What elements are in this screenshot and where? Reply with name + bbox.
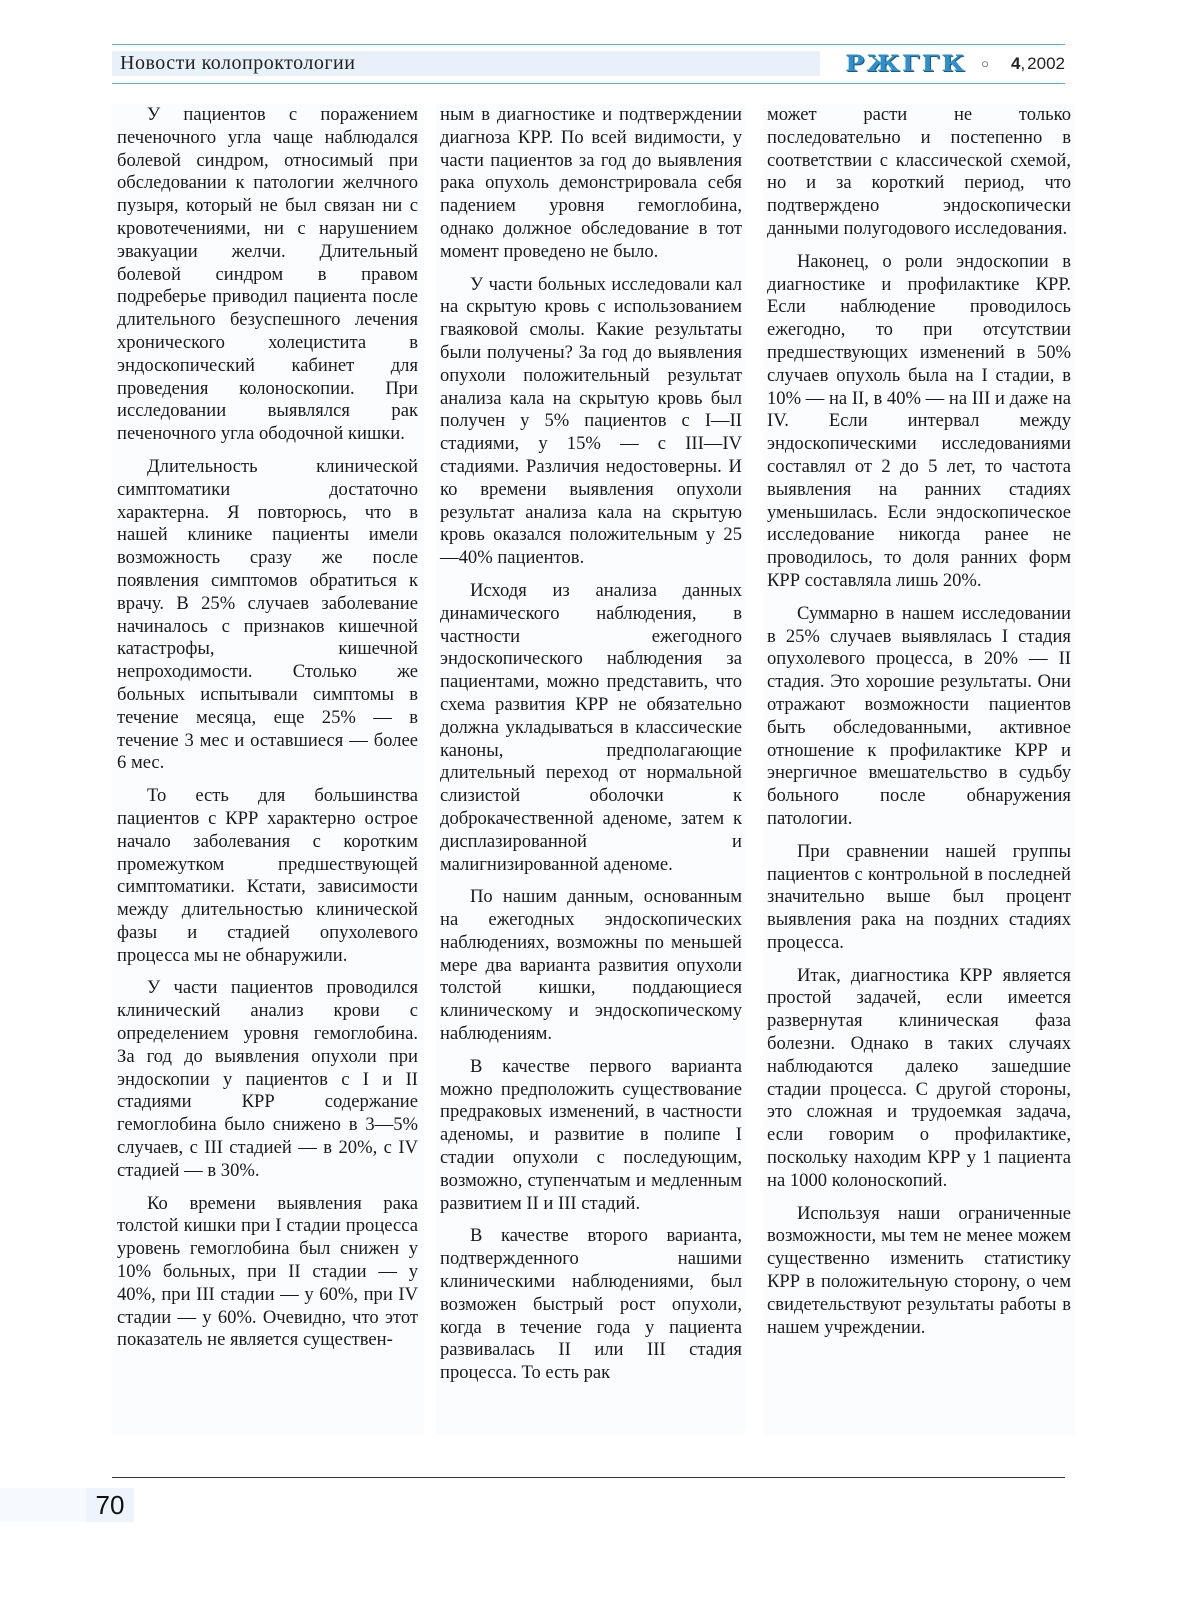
text-column-1 <box>111 104 424 1434</box>
paragraph: Итак, диагностика КРР является простой задачей, если имеется развернутая клиническая фаза болезни. Однако в таких случаях наблюдаются далеко зашедшие стадии процесса. С другой стороны, это сложная и трудоемкая задача, если говорим о профилактике, поскольку находим КРР у 1 пациента на 1000 колоноскопий. <box>767 964 1071 1191</box>
issue-separator: , <box>1020 53 1026 73</box>
issue-number: 4 <box>1010 53 1021 73</box>
paragraph: ным в диагностике и подтверждении диагноза КРР. По всей видимости, у части пациентов за год до выявления рака опухоль демонстрировала себя падением уровня гемоглобина, однако должное обследование в тот момент проведено не было. <box>440 104 742 262</box>
paragraph: может расти не только последовательно и постепенно в соответствии с классической схемой, но и за короткий период, что подтверждено эндоскопически данными полугодового исследования. <box>767 104 1071 239</box>
paragraph: Исходя из анализа данных динамического наблюдения, в частности ежегодного эндоскопического наблюдения за пациентами, можно представить, что схема развития КРР не обязательно должна укладываться в классические каноны, предполагающие длительный переход от нормальной слизистой оболочки к доброкачественной аденоме, затем к дисплазированной и малигнизированной аденоме. <box>440 579 742 875</box>
page-header <box>112 44 1065 84</box>
paragraph: При сравнении нашей группы пациентов с контрольной в последней значительно выше был процент выявления рака на поздних стадиях процесса. <box>767 840 1071 953</box>
paragraph: В качестве второго варианта, подтвержденного нашими клиническими наблюдениями, был возможен быстрый рост опухоли, когда в течение года у пациента развивалась II или III стадия процесса. То есть рак <box>440 1225 742 1384</box>
paragraph: В качестве первого варианта можно предположить существование предраковых изменений, в частности аденомы, и развитие в полипе I стадии опухоли с последующим, возможно, ступенчатым и медленным развитием II и III стадий. <box>440 1055 742 1214</box>
page-number-strip <box>0 1488 86 1522</box>
paragraph: У части больных исследовали кал на скрытую кровь с использованием гваяковой смолы. Какие результаты были получены? За год до выявления опухоли положительный результат анализа кала на скрытую кровь был получен у 5% пациентов с I—II стадиями, у 15% — с III—IV стадиями. Различия недостоверны. И ко времени выявления опухоли результат анализа кала на скрытую кровь оказался положительным у 25—40% пациентов. <box>440 273 742 569</box>
paragraph: Наконец, о роли эндоскопии в диагностике и профилактике КРР. Если наблюдение проводилось ежегодно, то при отсутствии предшествующих изменений в 50% случаев опухоль была на I стадии, в 10% — на II, в 40% — на III и даже на IV. Если интервал между эндоскопическими исследованиями составлял от 2 до 5 лет, то частота выявления на ранних стадиях уменьшилась. Если эндоскопическое исследование никогда ранее не проводилось, то доля ранних форм КРР составляла лишь 20%. <box>767 250 1072 591</box>
journal-logo: РЖГГК <box>845 50 968 77</box>
section-title: Новости колопроктологии <box>112 51 820 76</box>
paragraph: Длительность клинической симптоматики достаточно характерна. Я повторюсь, что в нашей клинике пациенты имели возможность сразу же после появления симптомов обратиться к врачу. В 25% случаев заболевание начиналось с признаков кишечной катастрофы, кишечной непроходимости. Столько же больных испытывали симптомы в течение месяца, еще 25% — в течение 3 мес и оставшиеся — более 6 мес. <box>117 455 418 774</box>
paragraph: У пациентов с поражением печеночного угла чаще наблюдался болевой синдром, относимый при обследовании к патологии желчного пузыря, который не был связан ни с кровотечениями, ни с нарушением эвакуации желчи. Длительный болевой синдром в правом подреберье приводил пациента после длительного безуспешного лечения хронического холецистита в эндоскопический кабинет для проведения колоноскопии. При исследовании выявлялся рак печеночного угла ободочной кишки. <box>117 104 418 445</box>
paragraph: Используя наши ограниченные возможности, мы тем не менее можем существенно изменить статистику КРР в положительную сторону, о чем свидетельствуют результаты работы в нашем учреждении. <box>767 1202 1071 1338</box>
issue-year: 2002 <box>1027 53 1065 73</box>
paragraph: У части пациентов проводился клинический анализ крови с определением уровня гемоглобина. За год до выявления опухоли при эндоскопии у пациентов с I и II стадиями КРР содержание гемоглобина было снижено в 3—5% случаев, с III стадией — в 20%, с IV стадией — в 30%. <box>117 977 418 1181</box>
paragraph: То есть для большинства пациентов с КРР характерно острое начало заболевания с коротким промежутком предшествующей симптоматики. Кстати, зависимости между длительностью клинической фазы и стадией опухолевого процесса мы не обнаружили. <box>117 785 418 966</box>
page-number: 70 <box>86 1488 134 1522</box>
circle-separator-icon: ○ <box>981 56 989 71</box>
paragraph: По нашим данным, основанным на ежегодных эндоскопических наблюдениях, возможны по меньшей мере два варианта развития опухоли толстой кишки, поддающиеся клиническому и эндоскопическому наблюдениям. <box>440 886 742 1045</box>
paragraph: Суммарно в нашем исследовании в 25% случаев выявлялась I стадия опухолевого процесса, в 20% — II стадия. Это хорошие результаты. Они отражают возможности пациентов быть обследованными, активное отношение к профилактике КРР и энергичное вмешательство в судьбу больного после обнаружения патологии. <box>767 602 1071 829</box>
paragraph: Ко времени выявления рака толстой кишки при I стадии процесса уровень гемоглобина был снижен у 10% больных, при II стадии — у 40%, при III стадии — у 60%, при IV стадии — у 60%. Очевидно, что этот показатель не является существен- <box>117 1192 418 1351</box>
journal-info <box>845 50 1065 77</box>
footer-divider <box>112 1477 1065 1478</box>
text-column-3 <box>763 104 1075 1434</box>
text-column-2 <box>436 104 746 1434</box>
